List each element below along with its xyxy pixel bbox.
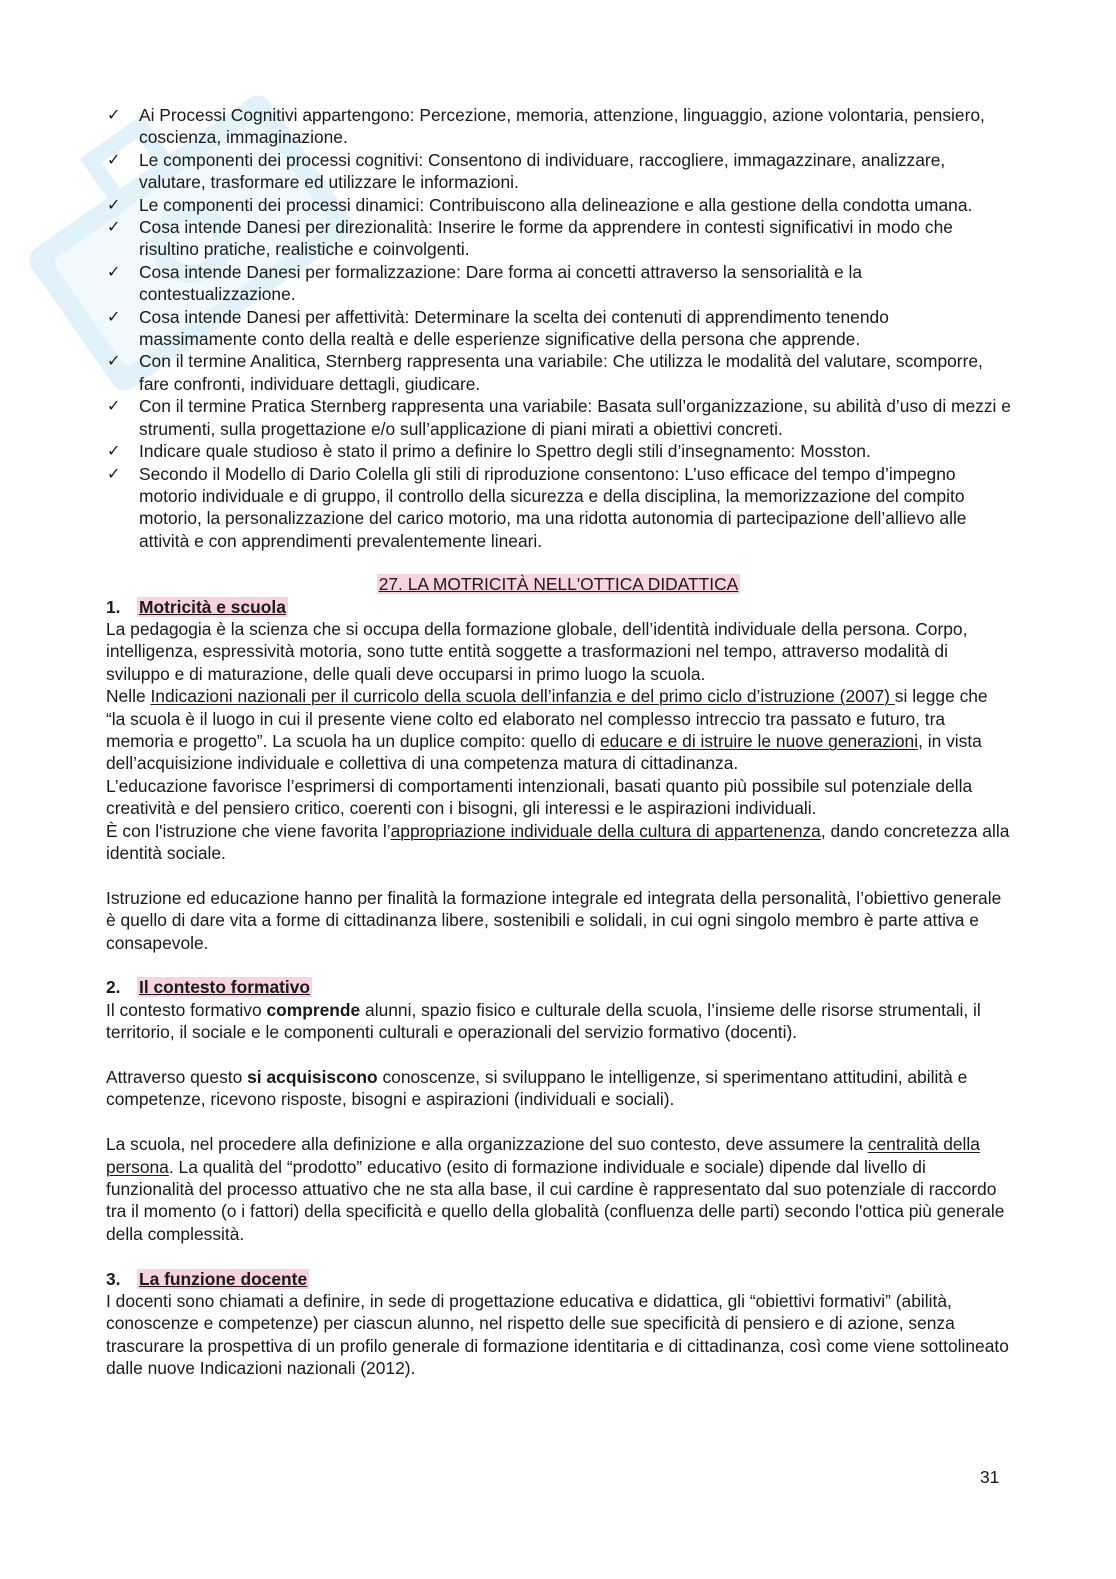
checklist — [106, 104, 1011, 552]
paragraph: Attraverso questo si acquisiscono conoscenze, si sviluppano le intelligenze, si sperimentano attitudini, abilità e competenze, ricevono risposte, bisogni e aspirazioni (individuali e sociali). — [106, 1067, 968, 1110]
checkmark-icon: ✓ — [107, 441, 121, 461]
list-item: ✓ Cosa intende Danesi per direzionalità: Inserire le forme da apprendere in contesti significativi in modo che risultino pratiche, realistiche e coinvolgenti. — [107, 217, 953, 260]
heading-funzione-docente: 3. La funzione docente — [106, 1268, 308, 1289]
underlined-text: appropriazione individuale della cultura di appartenenza — [390, 820, 821, 841]
underlined-text: centralità della persona — [106, 1134, 980, 1177]
underlined-text: educare e di istruire le nuove generazioni — [600, 730, 919, 751]
checkmark-icon: ✓ — [107, 149, 121, 169]
checkmark-icon: ✓ — [107, 217, 121, 237]
checkmark-icon: ✓ — [107, 306, 121, 326]
page-number: 31 — [980, 1467, 1000, 1487]
heading-contesto-formativo: 2. Il contesto formativo — [106, 977, 311, 998]
paragraph: L’educazione favorisce l’esprimersi di comportamenti intenzionali, basati quanto più possibile sul potenziale della creatività e del pensiero critico, coerenti con i bisogni, gli interessi e le aspirazioni individuali. — [106, 775, 973, 819]
paragraph: La pedagogia è la scienza che si occupa della formazione globale, dell’identità individuale della persona. Corpo, intelligenza, espressività motoria, sono tutte entità soggette a trasformazioni nel tempo, attraverso modalità di sviluppo e di maturazione, delle quali deve occuparsi in primo luogo la scuola. — [106, 618, 968, 684]
underlined-text: Indicazioni nazionali per il curricolo della scuola dell’infanzia e del primo ciclo d’istruzione (2007) — [150, 686, 895, 707]
page-content — [106, 104, 1011, 1380]
paragraph: Nelle Indicazioni nazionali per il curricolo della scuola dell’infanzia e del primo ciclo d’istruzione (2007) si legge che “la scuola è il luogo in cui il presente viene colto ed elaborato nel complesso intreccio tra passato e futuro, tra memoria e progetto”. La scuola ha un duplice compito: quello di educare e di istruire le nuove generazioni, in vista dell’acquisizione individuale e collettiva di una competenza matura di cittadinanza. — [106, 686, 988, 774]
checkmark-icon: ✓ — [107, 351, 121, 371]
list-item: ✓ Secondo il Modello di Dario Colella gli stili di riproduzione consentono: L’uso efficace del tempo d’impegno motorio individuale e di gruppo, il controllo della sicurezza e della disciplina, la memorizzazione del compito motorio, la personalizzazione del carico motorio, ma una ridotta autonomia di partecipazione dell’allievo alle attività e con apprendimenti prevalentemente lineari. — [107, 463, 967, 551]
paragraph: La scuola, nel procedere alla definizione e alla organizzazione del suo contesto, deve assumere la centralità della persona. La qualità del “prodotto” educativo (esito di formazione individuale e sociale) dipende dal livello di funzionalità del processo attuativo che ne sta alla base, il cui cardine è rappresentato dal suo potenziale di raccordo tra il momento (o i fattori) della specificità e quello della globalità (confluenza delle parti) secondo l'ottica più generale della complessità. — [106, 1134, 1005, 1244]
paragraph: Il contesto formativo comprende alunni, spazio fisico e culturale della scuola, l’insieme delle risorse strumentali, il territorio, il sociale e le componenti culturali e operazionali del servizio formativo (docenti). — [106, 999, 981, 1043]
checkmark-icon: ✓ — [107, 463, 121, 483]
list-item: ✓ Le componenti dei processi dinamici: Contribuiscono alla delineazione e alla gestione della condotta umana. — [107, 194, 973, 215]
paragraph: È con l'istruzione che viene favorita l’appropriazione individuale della cultura di appartenenza, dando concretezza alla identità sociale. — [106, 820, 1010, 863]
paragraph: I docenti sono chiamati a definire, in sede di progettazione educativa e didattica, gli “obiettivi formativi” (abilità, conoscenze e competenze) per ciascun alunno, nel rispetto delle sue specificità di pensiero e di azione, senza trascurare la prospettiva di un profilo generale di formazione identitaria e di cittadinanza, così come viene sottolineato dalle nuove Indicazioni nazionali (2012). — [106, 1291, 1009, 1379]
checkmark-icon: ✓ — [107, 194, 121, 214]
list-item: ✓ Con il termine Analitica, Sternberg rappresenta una variabile: Che utilizza le modalità del valutare, scomporre, fare confronti, individuare dettagli, giudicare. — [107, 351, 983, 394]
list-item: ✓ Ai Processi Cognitivi appartengono: Percezione, memoria, attenzione, linguaggio, azione volontaria, pensiero, coscienza, immaginazione. — [107, 105, 985, 148]
heading-motricita-scuola: 1. Motricità e scuola — [106, 596, 286, 617]
list-item: ✓ Cosa intende Danesi per affettività: Determinare la scelta dei contenuti di apprendimento tenendo massimamente conto della realtà e delle esperienze significative della persona che apprende. — [107, 306, 889, 350]
list-item: ✓ Cosa intende Danesi per formalizzazione: Dare forma ai concetti attraverso la sensorialità e la contestualizzazione. — [107, 261, 863, 305]
list-item: ✓ Con il termine Pratica Sternberg rappresenta una variabile: Basata sull’organizzazione, su abilità d’uso di mezzi e strumenti, sulla progettazione e/o sull’applicazione di piani mirati a obiettivi concreti. — [107, 396, 1011, 439]
checkmark-icon: ✓ — [107, 261, 121, 281]
section-title: 27. LA MOTRICITÀ NELL'OTTICA DIDATTICA — [378, 574, 739, 595]
list-item: ✓ Le componenti dei processi cognitivi: Consentono di individuare, raccogliere, immagazzinare, analizzare, valutare, trasformare ed utilizzare le informazioni. — [107, 149, 946, 193]
checkmark-icon: ✓ — [107, 105, 121, 124]
paragraph: Istruzione ed educazione hanno per finalità la formazione integrale ed integrata della personalità, l’obiettivo generale è quello di dare vita a forme di cittadinanza libere, sostenibili e solidali, in cui ogni singolo membro è parte attiva e consapevole. — [106, 887, 1002, 953]
list-item: ✓ Indicare quale studioso è stato il primo a definire lo Spettro degli stili d’insegnamento: Mosston. — [107, 441, 871, 462]
checkmark-icon: ✓ — [107, 396, 121, 416]
